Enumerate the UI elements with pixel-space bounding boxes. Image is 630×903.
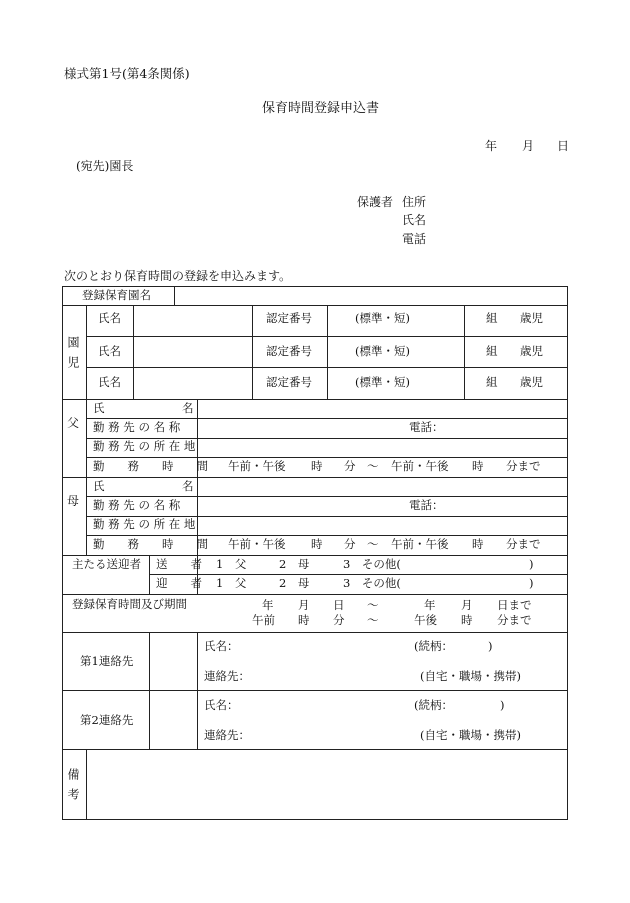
father-name-label-a: 氏	[93, 401, 105, 415]
father-tilde: ～	[367, 459, 379, 473]
escort-label: 主たる送迎者	[72, 557, 141, 571]
contact1-name-label: 氏名：	[204, 639, 239, 653]
mother-workplace-address-label: 勤 務 先 の 所 在 地	[93, 517, 196, 531]
guardian-phone-label: 電話	[402, 232, 427, 246]
father-workplace-address-label: 勤 務 先 の 所 在 地	[93, 439, 196, 453]
age-label: 歳児	[520, 311, 543, 325]
row-line	[62, 749, 568, 750]
col-line	[86, 749, 87, 820]
mother-hour-from: 時	[311, 537, 323, 551]
row-line	[86, 418, 568, 419]
father-phone-label: 電話：	[409, 420, 444, 434]
period-end-year: 年	[424, 598, 436, 612]
father-min-from: 分	[344, 459, 356, 473]
addressee: (宛先)園長	[76, 159, 134, 173]
care-type-option[interactable]: (標準・短)	[355, 311, 410, 325]
period-end-min: 分まで	[497, 613, 532, 627]
mother-ampm-to[interactable]: 午前・午後	[391, 537, 449, 551]
period-end-ampm: 午後	[414, 613, 437, 627]
row-line	[62, 594, 568, 595]
guardian-label: 保護者	[357, 195, 394, 209]
father-name-label-b: 名	[182, 401, 194, 415]
father-work-hours-label: 勤 務 時 間	[93, 459, 208, 473]
col-line	[86, 399, 87, 555]
mother-min-from: 分	[344, 537, 356, 551]
period-label: 登録保育時間及び期間	[72, 597, 187, 611]
contact2-name-label: 氏名：	[204, 698, 239, 712]
child-name-label: 氏名	[98, 375, 121, 389]
escort-other-close: )	[529, 576, 534, 590]
col-line	[149, 632, 150, 749]
table-border-bottom	[62, 819, 568, 820]
period-start-day: 日	[333, 598, 345, 612]
col-line	[86, 305, 87, 399]
col-line	[197, 399, 198, 555]
period-tilde: ～	[367, 598, 379, 612]
col-line	[464, 305, 465, 399]
guardian-name-label: 氏名	[402, 213, 427, 227]
contact1-relation-label: (続柄：	[414, 639, 453, 653]
col-line	[197, 632, 198, 749]
remarks-input[interactable]	[88, 751, 566, 818]
cert-number-label: 認定番号	[266, 375, 312, 389]
father-workplace-address-input[interactable]	[199, 439, 565, 456]
period-start-hour: 時	[298, 613, 310, 627]
contact2-contact-type[interactable]: (自宅・職場・携帯)	[420, 728, 521, 742]
guardian-address-label: 住所	[402, 195, 427, 209]
facility-label: 登録保育園名	[82, 288, 151, 302]
period-end-month: 月	[461, 598, 473, 612]
row-line	[62, 555, 568, 556]
pickup-label: 迎 者	[156, 576, 202, 590]
row-line	[149, 574, 568, 575]
row-line	[86, 496, 568, 497]
cert-number-label: 認定番号	[266, 311, 312, 325]
class-label: 組	[486, 375, 498, 389]
date-day-label: 日	[557, 139, 570, 153]
contact1-relation-close: )	[488, 639, 493, 653]
father-ampm-to[interactable]: 午前・午後	[391, 459, 449, 473]
escort-option-father[interactable]: 1 父	[216, 557, 247, 571]
period-end-day: 日まで	[497, 598, 532, 612]
col-line	[327, 305, 328, 399]
facility-input[interactable]	[176, 287, 566, 305]
child-section-label: 園児	[66, 336, 80, 376]
date-month-label: 月	[522, 139, 535, 153]
age-label: 歳児	[520, 375, 543, 389]
father-hour-to: 時	[472, 459, 484, 473]
class-label: 組	[486, 344, 498, 358]
care-type-option[interactable]: (標準・短)	[355, 375, 410, 389]
mother-phone-label: 電話：	[409, 498, 444, 512]
escort-option-other[interactable]: 3 その他(	[343, 576, 401, 590]
contact1-contact-label: 連絡先：	[204, 669, 250, 683]
form-number: 様式第1号(第4条関係)	[64, 66, 190, 81]
form-title: 保育時間登録申込書	[262, 101, 380, 116]
father-hour-from: 時	[311, 459, 323, 473]
row-line	[62, 632, 568, 633]
class-label: 組	[486, 311, 498, 325]
child-name-label: 氏名	[98, 311, 121, 325]
mother-name-label-b: 名	[182, 479, 194, 493]
intro-text: 次のとおり保育時間の登録を申込みます。	[64, 269, 292, 283]
escort-option-father[interactable]: 1 父	[216, 576, 247, 590]
mother-workplace-name-label: 勤 務 先 の 名 称	[93, 498, 181, 512]
mother-ampm-from[interactable]: 午前・午後	[228, 537, 286, 551]
contact1-contact-type[interactable]: (自宅・職場・携帯)	[420, 669, 521, 683]
period-start-ampm: 午前	[252, 613, 275, 627]
row-line	[86, 457, 568, 458]
col-line	[133, 305, 134, 399]
row-line	[62, 690, 568, 691]
father-workplace-name-label: 勤 務 先 の 名 称	[93, 420, 181, 434]
mother-name-input[interactable]	[199, 478, 565, 495]
father-section-label: 父	[67, 416, 80, 430]
escort-option-other[interactable]: 3 その他(	[343, 557, 401, 571]
period-tilde: ～	[367, 613, 379, 627]
contact2-contact-label: 連絡先：	[204, 728, 250, 742]
age-label: 歳児	[520, 344, 543, 358]
mother-workplace-address-input[interactable]	[199, 517, 565, 534]
mother-tilde: ～	[367, 537, 379, 551]
col-line	[174, 286, 175, 306]
mother-name-label-a: 氏	[93, 479, 105, 493]
father-ampm-from[interactable]: 午前・午後	[228, 459, 286, 473]
period-start-year: 年	[262, 598, 274, 612]
col-line	[252, 305, 253, 399]
contact1-label: 第1連絡先	[80, 654, 134, 668]
row-line	[86, 535, 568, 536]
escort-option-mother[interactable]: 2 母	[279, 557, 310, 571]
mother-min-to: 分まで	[506, 537, 541, 551]
period-start-min: 分	[333, 613, 345, 627]
father-name-input[interactable]	[199, 400, 565, 417]
table-border-left	[62, 286, 63, 820]
contact2-relation-label: (続柄：	[414, 698, 453, 712]
mother-section-label: 母	[67, 494, 80, 508]
row-line	[62, 305, 568, 306]
care-type-option[interactable]: (標準・短)	[355, 344, 410, 358]
child-name-label: 氏名	[98, 344, 121, 358]
contact2-label: 第2連絡先	[80, 713, 134, 727]
child-name-input[interactable]	[135, 369, 251, 397]
father-min-to: 分まで	[506, 459, 541, 473]
dropoff-label: 送 者	[156, 557, 202, 571]
cert-number-label: 認定番号	[266, 344, 312, 358]
child-name-input[interactable]	[135, 307, 251, 335]
mother-hour-to: 時	[472, 537, 484, 551]
date-year-label: 年	[485, 139, 498, 153]
escort-other-close: )	[529, 557, 534, 571]
period-start-month: 月	[298, 598, 310, 612]
period-end-hour: 時	[461, 613, 473, 627]
escort-option-mother[interactable]: 2 母	[279, 576, 310, 590]
remarks-label: 備考	[66, 768, 80, 808]
child-name-input[interactable]	[135, 338, 251, 366]
contact2-relation-close: )	[500, 698, 505, 712]
mother-work-hours-label: 勤 務 時 間	[93, 537, 208, 551]
